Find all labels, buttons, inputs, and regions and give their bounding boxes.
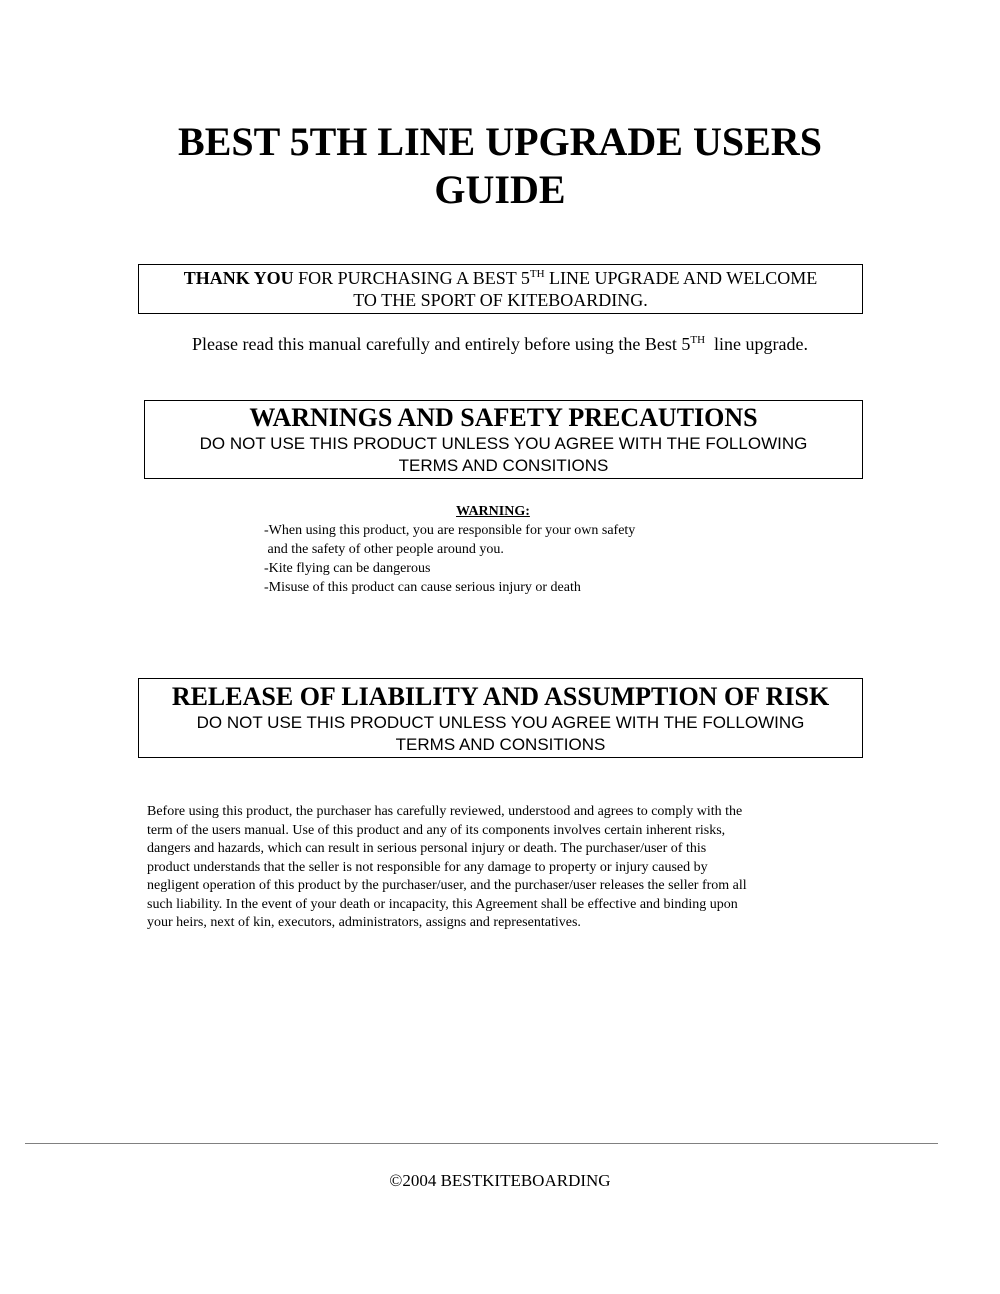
thank-you-text-a: FOR PURCHASING A BEST 5 xyxy=(293,268,530,288)
thank-you-line-2: TO THE SPORT OF KITEBOARDING. xyxy=(353,290,648,310)
thank-you-line-1 xyxy=(139,267,862,289)
page-title xyxy=(100,118,900,214)
warning-line: -Misuse of this product can cause serious injury or death xyxy=(264,580,581,595)
thank-you-bold: THANK YOU xyxy=(183,268,294,288)
liability-box xyxy=(138,678,863,758)
release-line: Before using this product, the purchaser has carefully reviewed, understood and agrees to comply with the xyxy=(147,804,743,819)
thank-you-sup: TH xyxy=(529,267,545,280)
warning-line: -Kite flying can be dangerous xyxy=(264,561,431,576)
thank-you-text-b: LINE UPGRADE AND WELCOME xyxy=(544,268,818,288)
warning-line: and the safety of other people around you. xyxy=(264,542,504,557)
release-line: your heirs, next of kin, executors, administrators, assigns and representatives. xyxy=(147,915,581,930)
warnings-heading: WARNINGS AND SAFETY PRECAUTIONS xyxy=(249,403,758,432)
warning-list xyxy=(264,502,744,597)
release-line: such liability. In the event of your death or incapacity, this Agreement shall be effective and binding upon xyxy=(147,896,738,912)
release-line: product understands that the seller is not responsible for any damage to property or injury caused by xyxy=(147,859,708,875)
release-line: term of the users manual. Use of this product and any of its components involves certain inherent risks, xyxy=(147,822,726,838)
warnings-box xyxy=(144,400,863,479)
liability-heading: RELEASE OF LIABILITY AND ASSUMPTION OF RISK xyxy=(171,682,830,711)
warning-label: WARNING: xyxy=(456,504,530,519)
intro-text xyxy=(100,332,900,356)
thank-you-box xyxy=(138,264,863,314)
warnings-sub-line-2: TERMS AND CONSITIONS xyxy=(398,456,609,475)
liability-sub-line-2: TERMS AND CONSITIONS xyxy=(395,735,606,754)
title-line-2: GUIDE xyxy=(434,167,566,212)
footer-divider xyxy=(25,1143,938,1144)
liability-sub-line-1: DO NOT USE THIS PRODUCT UNLESS YOU AGREE WITH THE FOLLOWING xyxy=(196,713,805,732)
intro-before-sup: Please read this manual carefully and entirely before using the Best 5 xyxy=(192,334,691,354)
intro-after-sup: line upgrade. xyxy=(705,334,808,354)
warnings-sub-line-1: DO NOT USE THIS PRODUCT UNLESS YOU AGREE WITH THE FOLLOWING xyxy=(199,434,808,453)
title-line-1: BEST 5TH LINE UPGRADE USERS xyxy=(178,119,822,164)
warning-line: -When using this product, you are responsible for your own safety xyxy=(264,523,636,538)
intro-sup: TH xyxy=(690,333,706,346)
release-line: dangers and hazards, which can result in serious personal injury or death. The purchaser/user of this xyxy=(147,841,707,856)
release-paragraph xyxy=(147,803,857,933)
release-line: negligent operation of this product by the purchaser/user, and the purchaser/user releases the seller from all xyxy=(147,878,747,893)
footer-copyright: ©2004 BESTKITEBOARDING xyxy=(389,1171,611,1190)
